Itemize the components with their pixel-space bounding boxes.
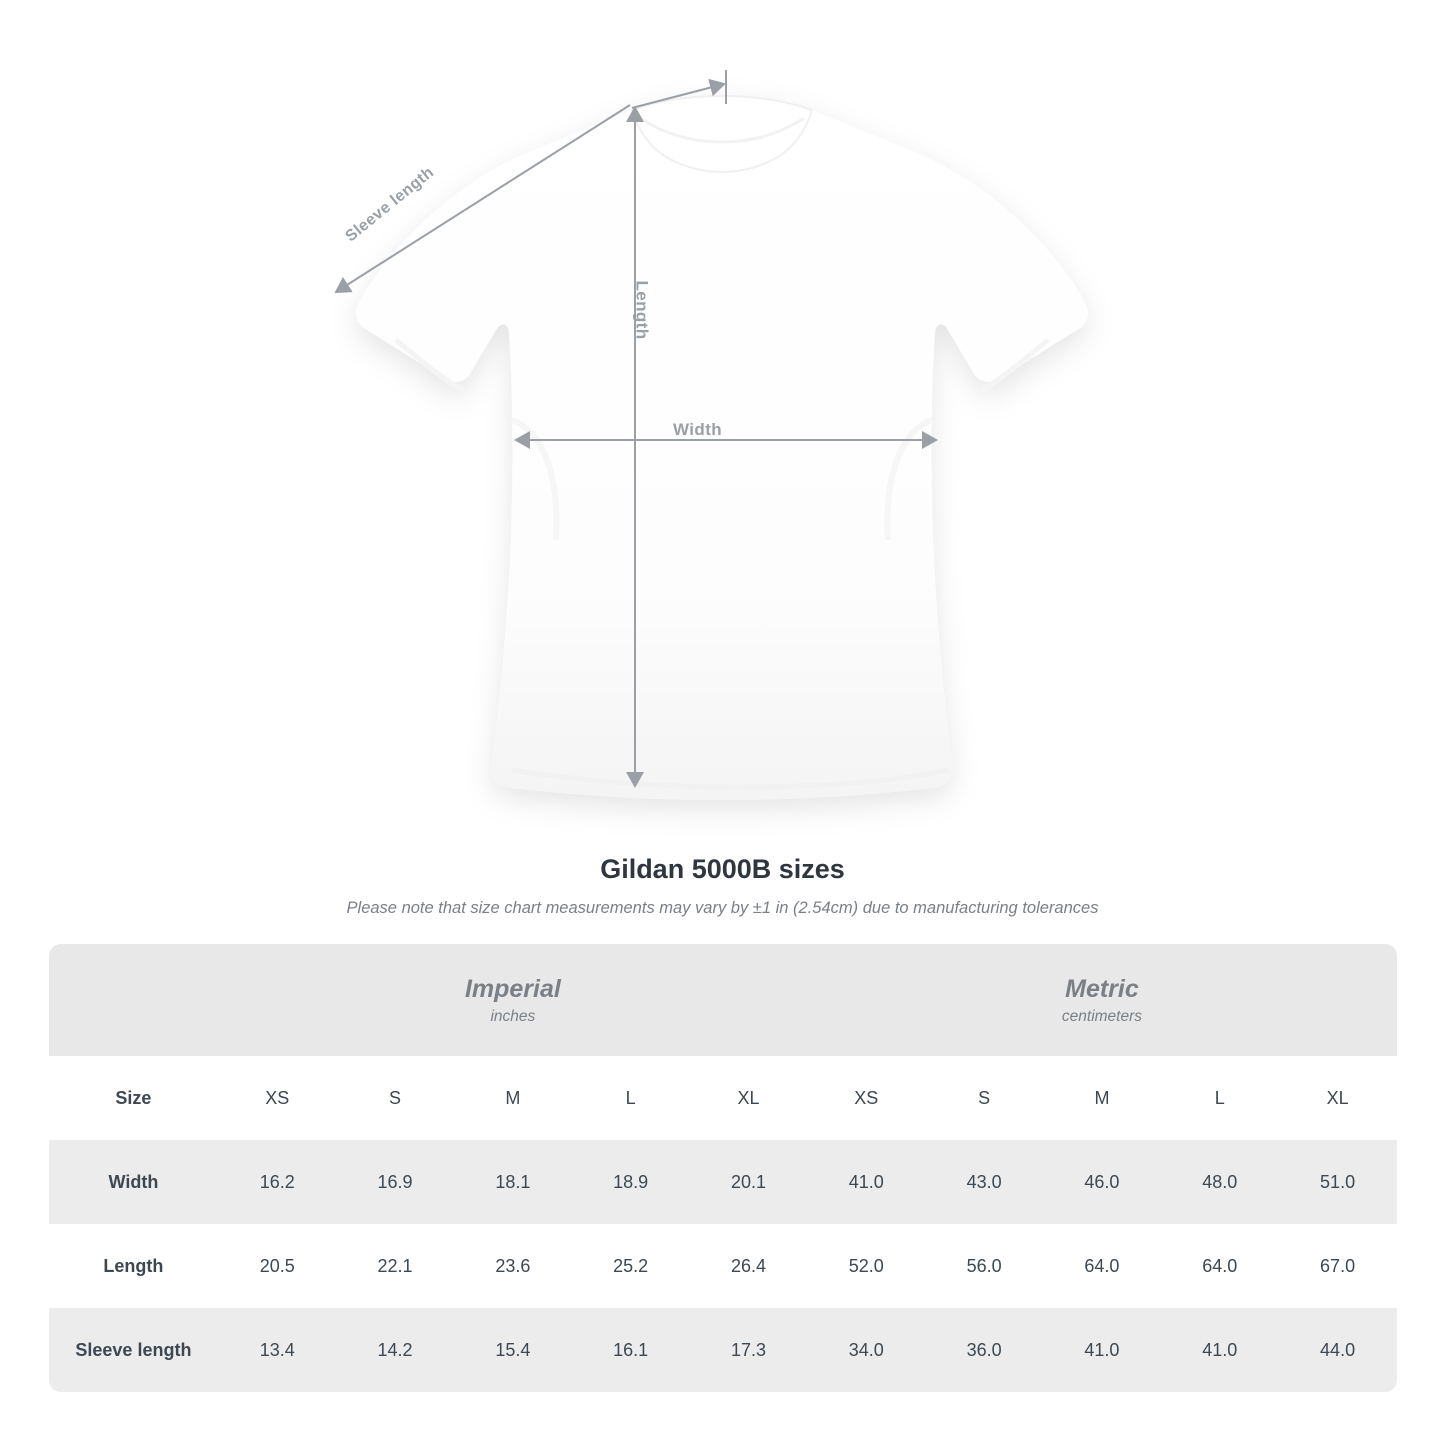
size-chart-table [49,944,1397,1392]
size-chart-table-wrapper [49,944,1397,1392]
unit-header-spacer [49,944,219,1056]
column-header-metric-m: M [1043,1056,1161,1140]
cell-width-metric-s: 43.0 [925,1140,1043,1224]
cell-sleeve-imperial-l: 16.1 [572,1308,690,1392]
cell-length-imperial-s: 22.1 [336,1224,454,1308]
cell-width-imperial-s: 16.9 [336,1140,454,1224]
row-label-width: Width [49,1140,219,1224]
length-label: Length [632,280,652,340]
cell-sleeve-metric-xl: 44.0 [1279,1308,1397,1392]
cell-length-imperial-xl: 26.4 [690,1224,808,1308]
title-block [0,854,1445,918]
column-header-metric-xs: XS [807,1056,925,1140]
cell-length-imperial-m: 23.6 [454,1224,572,1308]
row-label-sleeve-length: Sleeve length [49,1308,219,1392]
column-header-imperial-xl: XL [690,1056,808,1140]
cell-sleeve-imperial-xl: 17.3 [690,1308,808,1392]
cell-width-imperial-xl: 20.1 [690,1140,808,1224]
size-header-row [49,1056,1397,1140]
unit-group-imperial [218,944,807,1056]
cell-sleeve-metric-m: 41.0 [1043,1308,1161,1392]
cell-sleeve-metric-l: 41.0 [1161,1308,1279,1392]
cell-width-metric-xs: 41.0 [807,1140,925,1224]
column-header-metric-s: S [925,1056,1043,1140]
unit-metric-sub: centimeters [1061,1008,1143,1026]
column-header-metric-xl: XL [1279,1056,1397,1140]
cell-width-imperial-l: 18.9 [572,1140,690,1224]
cell-width-metric-l: 48.0 [1161,1140,1279,1224]
cell-length-metric-s: 56.0 [925,1224,1043,1308]
column-header-metric-l: L [1161,1056,1279,1140]
row-label-length: Length [49,1224,219,1308]
unit-imperial-label: Imperial [464,974,561,1003]
cell-length-metric-xl: 67.0 [1279,1224,1397,1308]
cell-length-imperial-l: 25.2 [572,1224,690,1308]
table-row [49,1140,1397,1224]
cell-sleeve-imperial-s: 14.2 [336,1308,454,1392]
cell-width-metric-xl: 51.0 [1279,1140,1397,1224]
cell-width-imperial-m: 18.1 [454,1140,572,1224]
cell-sleeve-metric-s: 36.0 [925,1308,1043,1392]
cell-length-metric-m: 64.0 [1043,1224,1161,1308]
tshirt-body [356,96,1088,800]
cell-length-metric-l: 64.0 [1161,1224,1279,1308]
table-row [49,1308,1397,1392]
page-title: Gildan 5000B sizes [600,854,845,884]
cell-length-imperial-xs: 20.5 [218,1224,336,1308]
unit-imperial-sub: inches [490,1008,536,1026]
column-header-imperial-m: M [454,1056,572,1140]
cell-length-metric-xs: 52.0 [807,1224,925,1308]
unit-header-row [49,944,1397,1056]
table-row [49,1224,1397,1308]
tolerance-note: Please note that size chart measurements may vary by ±1 in (2.54cm) due to manufacturing tolerances [346,899,1099,917]
column-header-imperial-xs: XS [218,1056,336,1140]
cell-sleeve-imperial-xs: 13.4 [218,1308,336,1392]
sleeve-length-label: Sleeve length [342,163,438,246]
cell-sleeve-metric-xs: 34.0 [807,1308,925,1392]
cell-width-metric-m: 46.0 [1043,1140,1161,1224]
unit-metric-label: Metric [1065,974,1139,1003]
cell-width-imperial-xs: 16.2 [218,1140,336,1224]
column-header-size: Size [49,1056,219,1140]
cell-sleeve-imperial-m: 15.4 [454,1308,572,1392]
width-label: Width [673,420,723,439]
column-header-imperial-l: L [572,1056,690,1140]
column-header-imperial-s: S [336,1056,454,1140]
unit-group-metric [807,944,1396,1056]
